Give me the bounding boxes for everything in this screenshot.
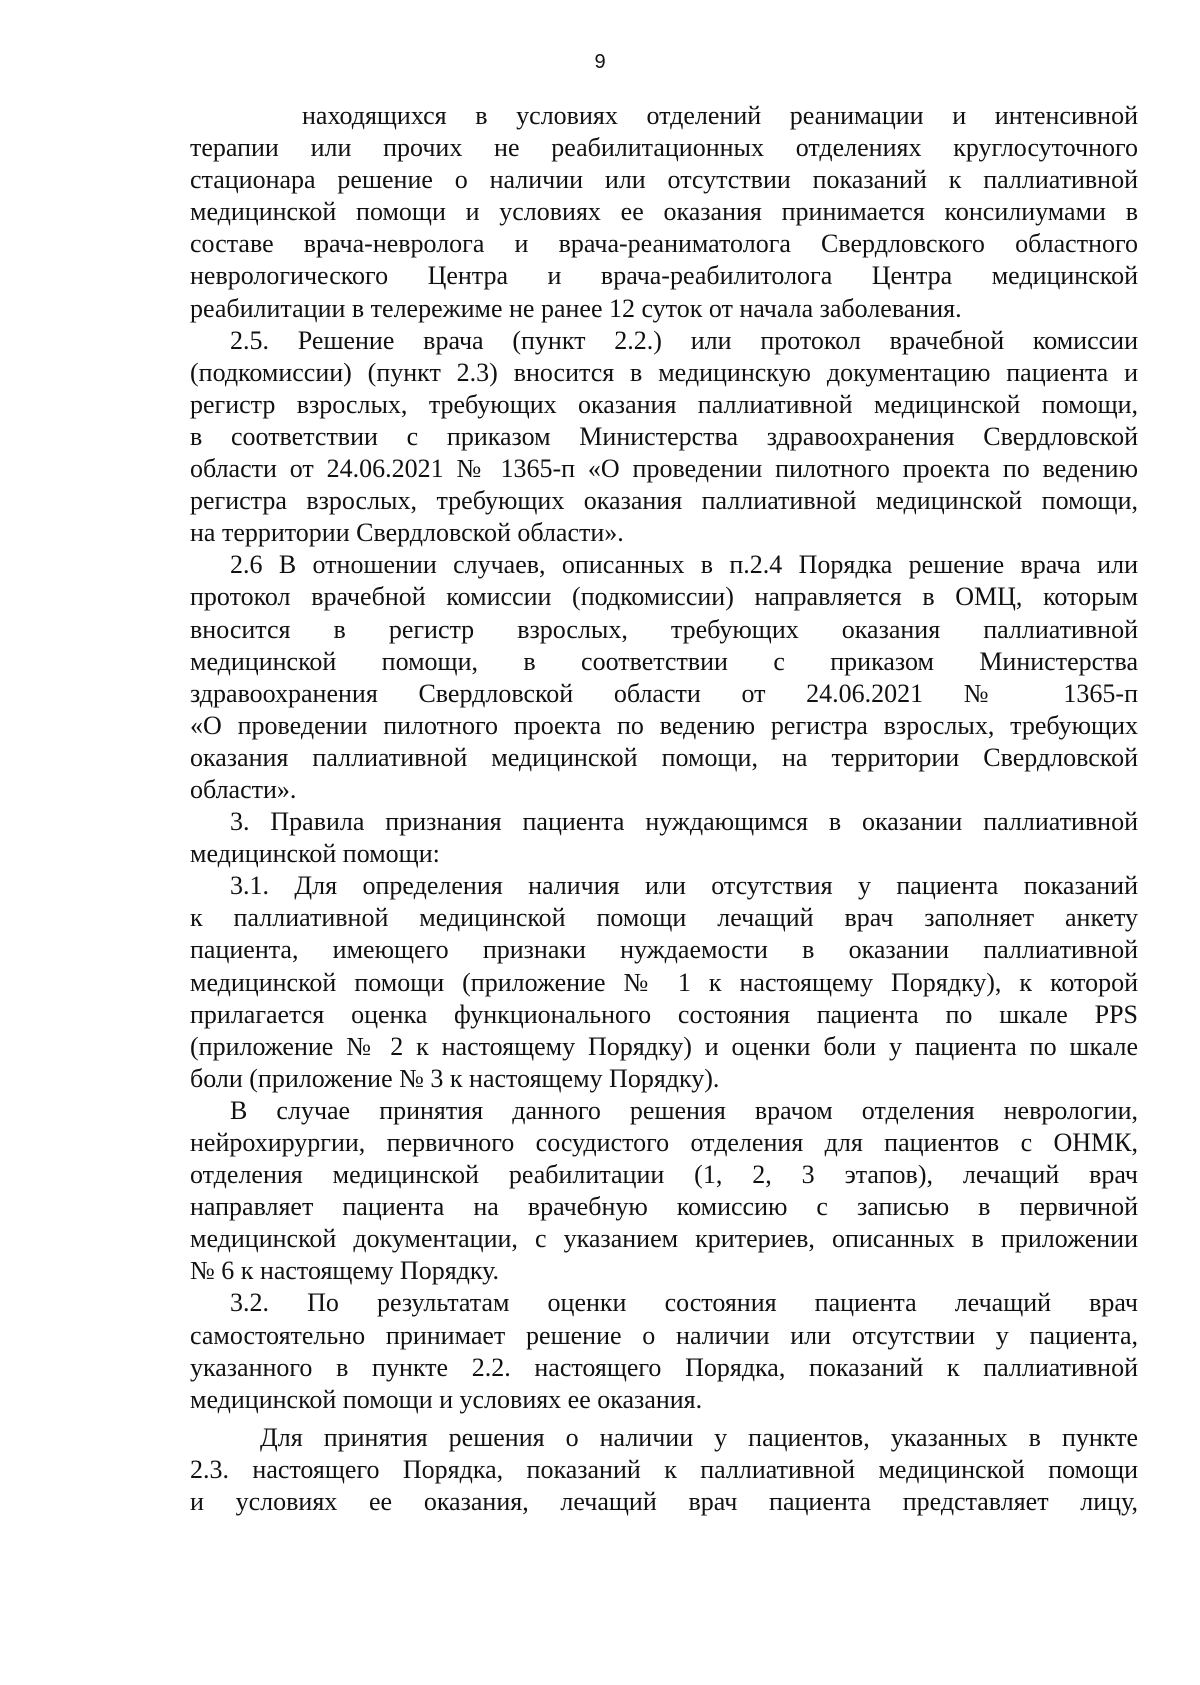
text-line: самостоятельно принимает решение о наличии или отсутствии у пациента, <box>190 1320 1138 1350</box>
text-line: Для принятия решения о наличии у пациентов, указанных в пункте <box>260 1422 1138 1452</box>
text-line: 2.3. настоящего Порядка, показаний к паллиативной медицинской помощи <box>190 1454 1138 1484</box>
text-line: стационара решение о наличии или отсутствии показаний к паллиативной <box>190 165 1138 195</box>
text-line: медицинской помощи и условиях ее оказания. <box>190 1384 703 1414</box>
text-line: 3. Правила признания пациента нуждающимся в оказании паллиативной <box>230 807 1138 837</box>
text-line: неврологического Центра и врача-реабилитолога Центра медицинской <box>190 261 1138 291</box>
text-line: области». <box>190 774 297 804</box>
paragraph-decision-case <box>190 1095 1138 1288</box>
text-line: медицинской помощи (приложение № 1 к настоящему Порядку), к которой <box>190 967 1138 997</box>
text-line: регистра взрослых, требующих оказания паллиативной медицинской помощи, <box>190 486 1138 516</box>
text-line: медицинской помощи: <box>190 839 440 869</box>
text-line: медицинской помощи и условиях ее оказания принимается консилиумами в <box>190 197 1138 227</box>
text-line: протокол врачебной комиссии (подкомиссии) направляется в ОМЦ, которым <box>190 582 1138 612</box>
paragraph-2-6 <box>190 549 1138 806</box>
paragraph-2-5 <box>190 325 1138 550</box>
text-line: 3.1. Для определения наличия или отсутствия у пациента показаний <box>230 871 1138 901</box>
paragraph-3 <box>190 806 1138 870</box>
text-line: находящихся в условиях отделений реанимации и интенсивной <box>302 101 1138 130</box>
text-line: 2.6 В отношении случаев, описанных в п.2.4 Порядка решение врача или <box>230 550 1138 580</box>
text-line: и условиях ее оказания, лечащий врач пациента представляет лицу, <box>190 1487 1138 1517</box>
text-line: прилагается оценка функционального состояния пациента по шкале PPS <box>190 999 1138 1029</box>
text-line: пациента, имеющего признаки нуждаемости в оказании паллиативной <box>190 935 1138 965</box>
document-body <box>190 100 1138 1518</box>
text-line: медицинской документации, с указанием критериев, описанных в приложении <box>190 1224 1138 1254</box>
text-line: направляет пациента на врачебную комиссию с записью в первичной <box>190 1192 1138 1222</box>
text-line: 2.5. Решение врача (пункт 2.2.) или протокол врачебной комиссии <box>230 325 1138 355</box>
text-line: вносится в регистр взрослых, требующих оказания паллиативной <box>190 614 1138 644</box>
text-line: составе врача-невролога и врача-реаниматолога Свердловского областного <box>190 229 1138 259</box>
text-line: боли (приложение № 3 к настоящему Порядку). <box>190 1063 720 1093</box>
text-line: (приложение № 2 к настоящему Порядку) и оценки боли у пациента по шкале <box>190 1031 1138 1061</box>
paragraph-3-1 <box>190 870 1138 1095</box>
text-line: медицинской помощи, в соответствии с приказом Министерства <box>190 646 1138 676</box>
text-line: регистр взрослых, требующих оказания паллиативной медицинской помощи, <box>190 389 1138 419</box>
text-line: оказания паллиативной медицинской помощи, на территории Свердловской <box>190 742 1138 772</box>
text-line: реабилитации в телережиме не ранее 12 суток от начала заболевания. <box>190 293 962 323</box>
text-line: на территории Свердловской области». <box>190 518 624 548</box>
text-line: В случае принятия данного решения врачом отделения неврологии, <box>230 1095 1138 1125</box>
text-line: к паллиативной медицинской помощи лечащий врач заполняет анкету <box>190 903 1138 933</box>
text-line: терапии или прочих не реабилитационных отделениях круглосуточного <box>190 133 1138 163</box>
text-line: (подкомиссии) (пункт 2.3) вносится в медицинскую документацию пациента и <box>190 357 1138 387</box>
text-line: «О проведении пилотного проекта по ведению регистра взрослых, требующих <box>190 710 1138 740</box>
text-line: в соответствии с приказом Министерства здравоохранения Свердловской <box>190 421 1138 451</box>
text-line: области от 24.06.2021 № 1365-п «О проведении пилотного проекта по ведению <box>190 454 1138 484</box>
text-line: отделения медицинской реабилитации (1, 2, 3 этапов), лечащий врач <box>190 1160 1138 1190</box>
paragraph-continuation <box>190 100 1138 325</box>
text-line: указанного в пункте 2.2. настоящего Порядка, показаний к паллиативной <box>190 1352 1138 1382</box>
text-line: здравоохранения Свердловской области от 24.06.2021 № 1365-п <box>190 678 1138 708</box>
text-line: 3.2. По результатам оценки состояния пациента лечащий врач <box>230 1288 1138 1318</box>
text-line: № 6 к настоящему Порядку. <box>190 1256 500 1286</box>
text-line: нейрохирургии, первичного сосудистого отделения для пациентов с ОНМК, <box>190 1128 1138 1157</box>
paragraph-3-2 <box>190 1287 1138 1415</box>
paragraph-decision-making <box>190 1422 1138 1518</box>
page-number: 9 <box>594 51 606 73</box>
